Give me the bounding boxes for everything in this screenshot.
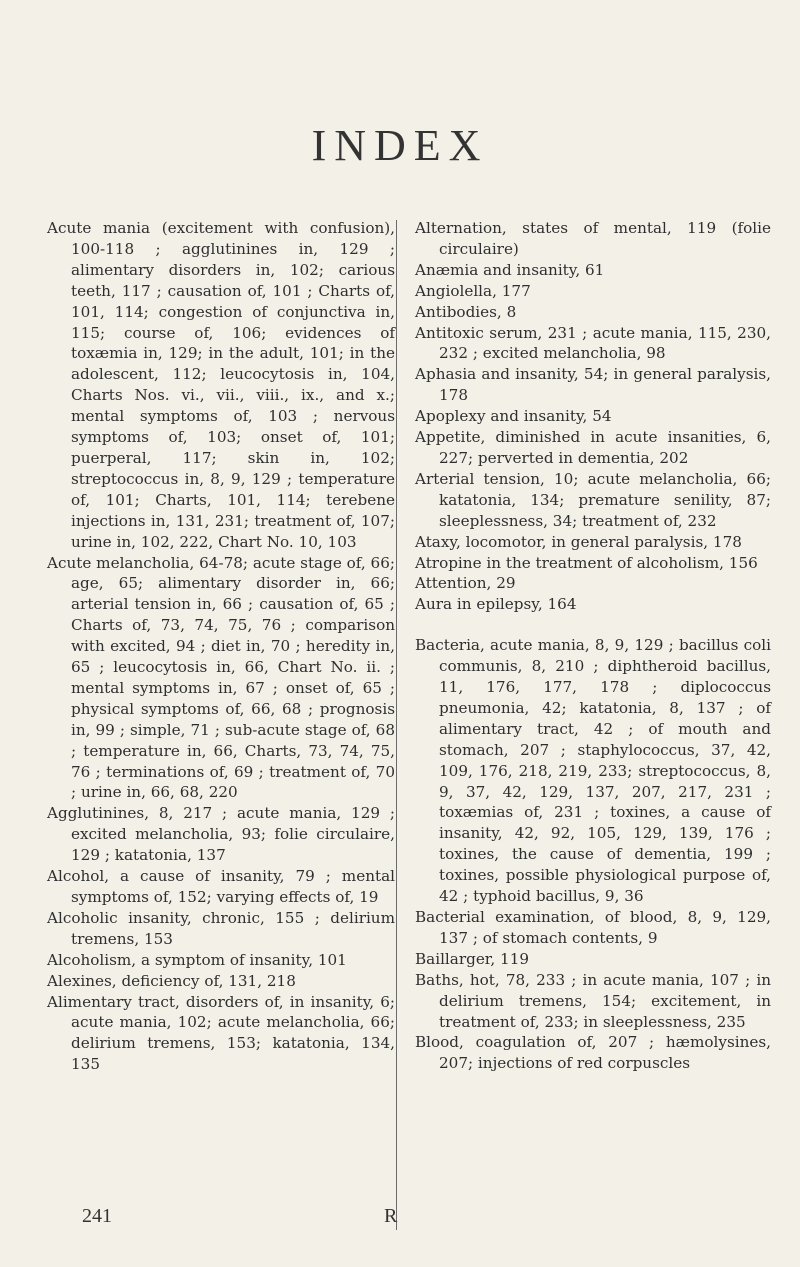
index-entry: Bacterial examination, of blood, 8, 9, 129, 137 ; of stomach contents, 9: [415, 908, 771, 947]
section-gap: [415, 615, 771, 635]
index-entry: Aphasia and insanity, 54; in general paralysis, 178: [415, 365, 771, 405]
index-entry: Alcohol, a cause of insanity, 79 ; mental symptoms of, 152; varying effects of, 19: [47, 867, 395, 906]
page-title: INDEX: [311, 121, 489, 170]
index-entry: Alcoholic insanity, chronic, 155 ; delirium tremens, 153: [47, 908, 395, 948]
index-entry: Baths, hot, 78, 233 ; in acute mania, 107 ; in delirium tremens, 154; excitement, in treatment of, 233; in sleeplessness, 235: [415, 970, 771, 1031]
index-entry: Acute mania (excitement with confusion), 100-118 ; agglutinines in, 129 ; alimentary disorders in, 102; carious teeth, 117 ; causation of, 101 ; Charts of, 101, 114; congestion of conjunctiva in, 115; course of, 106; evidences of toxæmia in, 129; in the adult, 101; in the adolescent, 112; leucocytosis in, 104, Charts Nos. vi., vii., viii., ix., and x.; mental symptoms of, 103 ; nervous symptoms of, 103; onset of, 101; puerperal, 117; skin in, 102; streptococcus in, 8, 9, 129 ; temperature of, 101; Charts, 101, 114; terebene injections in, 131, 231; treatment of, 107; urine in, 102, 222, Chart No. 10, 103: [47, 219, 395, 551]
index-entry: Alcoholism, a symptom of insanity, 101: [47, 950, 347, 969]
index-entry: Apoplexy and insanity, 54: [415, 407, 612, 426]
index-entry: Appetite, diminished in acute insanities, 6, 227; perverted in dementia, 202: [415, 428, 771, 467]
column-divider: [396, 220, 397, 1230]
index-entry: Baillarger, 119: [415, 949, 530, 968]
page-number: 241: [82, 1205, 112, 1227]
signature-mark: R: [384, 1205, 398, 1227]
index-entry: Anæmia and insanity, 61: [415, 260, 605, 279]
index-entry: Antitoxic serum, 231 ; acute mania, 115, 230, 232 ; excited melancholia, 98: [415, 323, 771, 363]
index-entry: Alimentary tract, disorders of, in insanity, 6; acute mania, 102; acute melancholia, 66; delirium tremens, 153; katatonia, 134, 135: [47, 992, 395, 1074]
left-column: [47, 218, 395, 1075]
index-entry: Blood, coagulation of, 207 ; hæmolysines, 207; injections of red corpuscles: [415, 1033, 771, 1073]
index-entry: Ataxy, locomotor, in general paralysis, 178: [415, 532, 742, 551]
index-entry: Aura in epilepsy, 164: [415, 595, 577, 614]
index-entry: Acute melancholia, 64-78; acute stage of, 66; age, 65; alimentary disorder in, 66; arterial tension in, 66 ; causation of, 65 ; Charts of, 73, 74, 75, 76 ; comparison with excited, 94 ; diet in, 70 ; heredity in, 65 ; leucocytosis in, 66, Chart No. ii. ; mental symptoms in, 67 ; onset of, 65 ; physical symptoms of, 66, 68 ; prognosis in, 99 ; simple, 71 ; sub-acute stage of, 68 ; temperature in, 66, Charts, 73, 74, 75, 76 ; terminations of, 69 ; treatment of, 70 ; urine in, 66, 68, 220: [47, 553, 395, 802]
index-entry: Atropine in the treatment of alcoholism, 156: [415, 553, 758, 572]
right-column: [415, 218, 771, 1074]
index-entry: Alexines, deficiency of, 131, 218: [47, 971, 296, 990]
index-entry: Arterial tension, 10; acute melancholia, 66; katatonia, 134; premature senility, 87; sleeplessness, 34; treatment of, 232: [415, 469, 771, 530]
index-entry: Angiolella, 177: [415, 281, 531, 300]
index-entry: Antibodies, 8: [415, 302, 517, 321]
index-entry: Attention, 29: [415, 574, 516, 593]
index-entry: Alternation, states of mental, 119 (folie circulaire): [415, 219, 771, 258]
index-entry: Bacteria, acute mania, 8, 9, 129 ; bacillus coli communis, 8, 210 ; diphtheroid bacillus, 11, 176, 177, 178 ; diplococcus pneumonia, 42; katatonia, 8, 137 ; of alimentary tract, 42 ; of mouth and stomach, 207 ; staphylococcus, 37, 42, 109, 176, 218, 219, 233; streptococcus, 8, 9, 37, 42, 129, 137, 207, 217, 231 ; toxæmias of, 231 ; toxines, a cause of insanity, 42, 92, 105, 129, 139, 176 ; toxines, the cause of dementia, 199 ; toxines, possible physiological purpose of, 42 ; typhoid bacillus, 9, 36: [415, 636, 771, 906]
index-entry: Agglutinines, 8, 217 ; acute mania, 129 ; excited melancholia, 93; folie circulaire, 129 ; katatonia, 137: [47, 804, 395, 865]
